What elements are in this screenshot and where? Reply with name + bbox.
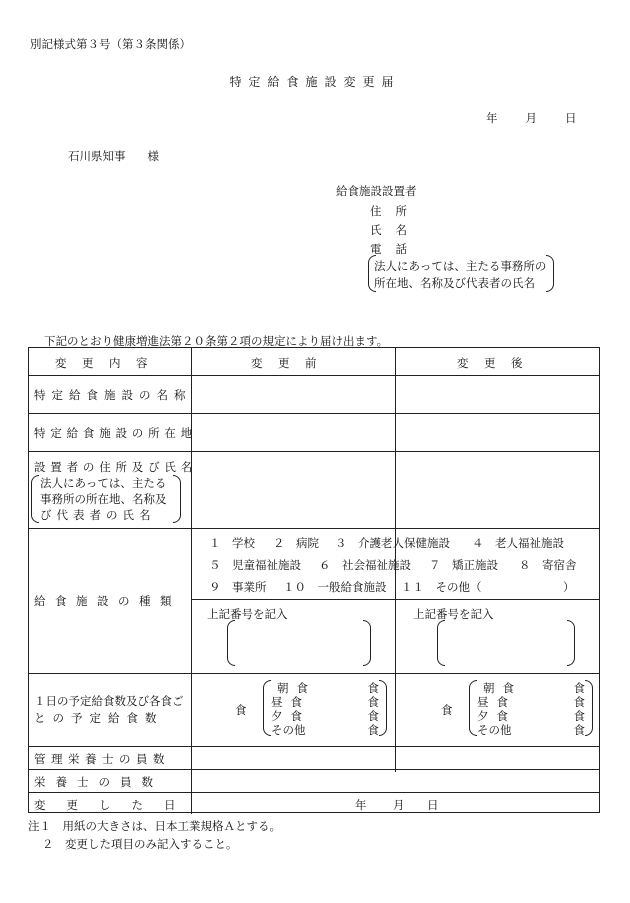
after-number-close-paren bbox=[567, 620, 575, 666]
owner-note-line-1: 法人にあっては、主たる bbox=[40, 476, 167, 490]
meal-dinner-unit-before: 食 bbox=[367, 709, 379, 723]
date-year-label: 年 bbox=[486, 111, 498, 125]
type-9: ９ 事業所 bbox=[209, 580, 267, 594]
label-facility-type: 給食施設の種類 bbox=[34, 594, 181, 608]
col-divider-1 bbox=[191, 348, 192, 752]
meal-other-before: その他 bbox=[271, 723, 306, 737]
meal-lunch-unit-before: 食 bbox=[367, 695, 379, 709]
change-date-year: 年 bbox=[355, 798, 367, 812]
meal-lunch-before: 昼食 bbox=[271, 695, 310, 709]
row-line-6 bbox=[29, 746, 599, 747]
meal-dinner-unit-after: 食 bbox=[573, 709, 585, 723]
row-line-2 bbox=[29, 413, 599, 414]
fill-number-label-before: 上記番号を記入 bbox=[207, 607, 288, 621]
row-line-4 bbox=[29, 528, 599, 529]
note-1: 注１ 用紙の大きさは、日本工業規格Ａとする。 bbox=[28, 819, 281, 833]
meal-breakfast-unit-after: 食 bbox=[573, 681, 585, 695]
label-owner-address: 設置者の住所及び氏名 bbox=[34, 460, 197, 474]
meal-open-paren bbox=[263, 680, 271, 736]
date-day-label: 日 bbox=[565, 111, 577, 125]
type-4: ４ 老人福祉施設 bbox=[472, 536, 564, 550]
type-2: ２ 病院 bbox=[273, 536, 319, 550]
type-11: １１ その他（ bbox=[401, 580, 482, 594]
meal-dinner-after: 夕食 bbox=[477, 709, 516, 723]
type-5: ５ 児童福祉施設 bbox=[209, 558, 301, 572]
type-3: ３ 介護老人保健施設 bbox=[335, 536, 450, 550]
type-other-close: ） bbox=[563, 580, 575, 594]
meal-lunch-after: 昼食 bbox=[477, 695, 516, 709]
addressee-suffix: 様 bbox=[147, 149, 159, 163]
note-2: ２ 変更した項目のみ記入すること。 bbox=[42, 837, 238, 851]
before-number-close-paren bbox=[363, 620, 371, 666]
type-7: ７ 矯正施設 bbox=[429, 558, 498, 572]
meal-breakfast-before: 朝食 bbox=[277, 681, 316, 695]
type-8: ８ 寄宿舎 bbox=[519, 558, 577, 572]
fill-number-label-after: 上記番号を記入 bbox=[413, 607, 494, 621]
type-10: １０ 一般給食施設 bbox=[283, 580, 387, 594]
row-line-3 bbox=[29, 451, 599, 452]
document-title: 特定給食施設変更届 bbox=[229, 75, 401, 89]
header-after: 変 更 後 bbox=[457, 356, 525, 370]
label-dietitian: 栄養士の員数 bbox=[34, 775, 163, 789]
owner-note-line-3: び代表者の氏名 bbox=[40, 508, 156, 522]
row-line-7 bbox=[29, 769, 599, 770]
submission-date bbox=[486, 110, 577, 126]
owner-corp-note bbox=[31, 475, 181, 523]
col-divider-1b bbox=[191, 752, 192, 792]
owner-open-paren bbox=[31, 475, 39, 523]
applicant-address-label: 住所 bbox=[370, 204, 421, 218]
date-month-label: 月 bbox=[525, 111, 537, 125]
meal-breakfast-after: 朝食 bbox=[483, 681, 522, 695]
header-before: 変 更 前 bbox=[251, 356, 319, 370]
addressee bbox=[68, 148, 159, 164]
meal-other-unit-before: 食 bbox=[367, 723, 379, 737]
label-facility-name: 特定給食施設の名称 bbox=[34, 388, 192, 402]
meal-close-paren bbox=[585, 680, 593, 736]
close-paren bbox=[546, 255, 554, 292]
form-number: 別記様式第３号（第３条関係） bbox=[30, 37, 191, 51]
owner-close-paren bbox=[173, 475, 181, 523]
row-line-4b bbox=[191, 599, 599, 600]
type-6: ６ 社会福祉施設 bbox=[319, 558, 411, 572]
label-meals bbox=[34, 693, 184, 727]
corp-note-line-2: 所在地、名称及び代表者の氏名 bbox=[374, 276, 535, 290]
change-table bbox=[28, 347, 600, 813]
applicant-title: 給食施設設置者 bbox=[336, 184, 417, 198]
meal-dinner-before: 夕食 bbox=[271, 709, 310, 723]
owner-note-line-2: 事務所の所在地、名称及 bbox=[40, 492, 167, 506]
meal-open-paren bbox=[469, 680, 477, 736]
change-date-month: 月 bbox=[393, 798, 405, 812]
header-change-item: 変 更 内 容 bbox=[55, 356, 150, 370]
after-number-open-paren bbox=[437, 620, 445, 666]
applicant-name-label: 氏名 bbox=[370, 223, 421, 237]
row-line-5 bbox=[29, 673, 599, 674]
label-dietitian-mgr: 管理栄養士の員数 bbox=[34, 752, 170, 766]
lead-text: 下記のとおり健康増進法第２０条第２項の規定により届け出ます。 bbox=[44, 334, 389, 348]
applicant-corp-note bbox=[368, 255, 554, 292]
meal-close-paren bbox=[379, 680, 387, 736]
meal-breakdown-before bbox=[263, 680, 387, 736]
label-change-date: 変更した日 bbox=[34, 798, 197, 812]
label-facility-location: 特定給食施設の所在地 bbox=[34, 426, 197, 440]
addressee-name: 石川県知事 bbox=[68, 149, 126, 163]
meals-line-2: との予定給食数 bbox=[34, 711, 164, 725]
meal-total-unit-before: 食 bbox=[235, 703, 247, 717]
meal-other-after: その他 bbox=[477, 723, 512, 737]
meal-lunch-unit-after: 食 bbox=[573, 695, 585, 709]
change-date-day: 日 bbox=[427, 798, 439, 812]
meals-line-1: １日の予定給食数及び各食ご bbox=[34, 694, 184, 708]
corp-note-line-1: 法人にあっては、主たる事務所の bbox=[374, 259, 547, 273]
applicant-phone-label: 電話 bbox=[370, 242, 421, 256]
row-line-1 bbox=[29, 375, 599, 376]
type-1: １ 学校 bbox=[209, 536, 255, 550]
meal-other-unit-after: 食 bbox=[573, 723, 585, 737]
before-number-open-paren bbox=[227, 620, 235, 666]
meal-breakfast-unit-before: 食 bbox=[367, 681, 379, 695]
row-line-8 bbox=[29, 792, 599, 793]
meal-total-unit-after: 食 bbox=[441, 703, 453, 717]
meal-breakdown-after bbox=[469, 680, 593, 736]
